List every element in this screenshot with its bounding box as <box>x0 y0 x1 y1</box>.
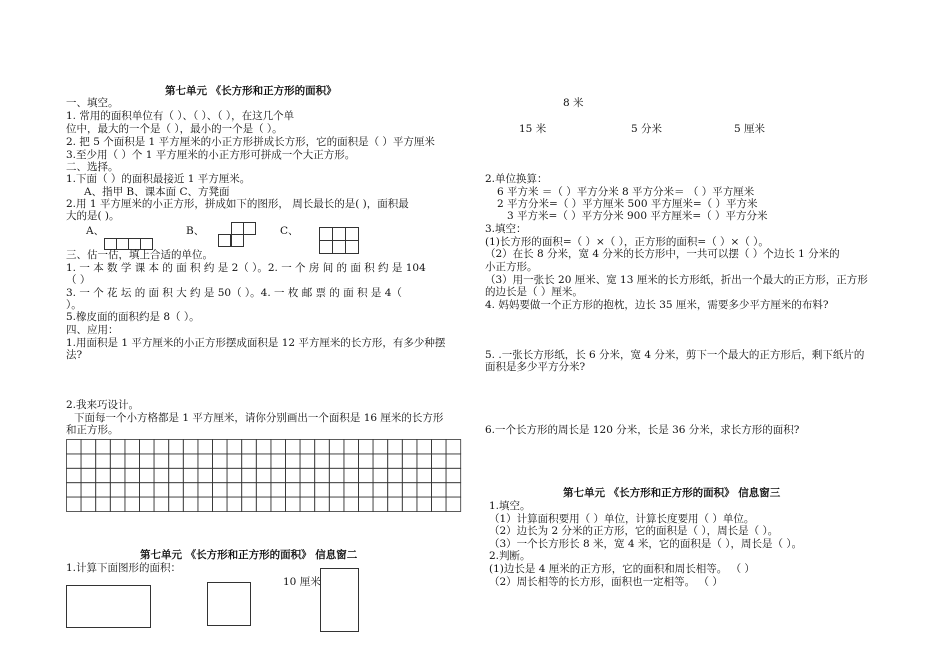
grid-cell[interactable] <box>183 440 198 454</box>
grid-cell[interactable] <box>198 483 213 497</box>
grid-cell[interactable] <box>417 454 432 468</box>
grid-cell[interactable] <box>67 483 82 497</box>
grid-cell[interactable] <box>373 440 388 454</box>
fill-q1-line1: 1. 常用的面积单位有（ ）、（ ）、（ ），在这几个单 <box>66 110 295 122</box>
option-a-label: A、 <box>86 225 105 237</box>
grid-cell[interactable] <box>227 483 242 497</box>
grid-cell[interactable] <box>154 497 169 511</box>
grid-cell[interactable] <box>169 468 184 482</box>
fill-q3: 3.至少用（ ）个 1 平方厘米的小正方形可拼成一个大正方形。 <box>66 149 356 161</box>
apply-q2: 2.我来巧设计。 <box>66 399 140 411</box>
grid-cell[interactable] <box>329 440 344 454</box>
grid-cell[interactable] <box>154 454 169 468</box>
grid-cell[interactable] <box>344 440 359 454</box>
option-b-label: B、 <box>186 225 205 237</box>
choice-q1: 1.下面（ ）的面积最接近 1 平方厘米。 <box>66 173 251 185</box>
fill-heading: 3.填空： <box>485 223 527 235</box>
choice-q1-options: A、指甲 B、课本面 C、方凳面 <box>84 186 230 198</box>
grid-cell[interactable] <box>213 483 228 497</box>
fill-q1-line2: 位中，最大的一个是（ ），最小的一个是（ ）。 <box>66 123 283 135</box>
grid-cell[interactable] <box>125 483 140 497</box>
grid-cell[interactable] <box>432 483 447 497</box>
grid-cell[interactable] <box>125 497 140 511</box>
grid-cell[interactable] <box>359 497 374 511</box>
grid-cell[interactable] <box>110 497 125 511</box>
grid-cell[interactable] <box>81 483 96 497</box>
grid-cell[interactable] <box>96 468 111 482</box>
choice-q2-line2: 大的是( )。 <box>66 210 120 222</box>
grid-cell[interactable] <box>388 454 403 468</box>
option-c-label: C、 <box>280 225 299 237</box>
estimate-q1: 1. 一 本 数 学 课 本 的 面 积 约 是 2（ ）。2. 一 个 房 间 的 面 积 约 是 104 <box>66 262 426 274</box>
apply-q2-line2: 和正方形。 <box>66 424 119 436</box>
grid-cell[interactable] <box>402 454 417 468</box>
grid-cell[interactable] <box>140 483 155 497</box>
shape-square <box>207 582 251 626</box>
section-2-heading: 二、选择。 <box>66 161 119 173</box>
label-10cm: 10 厘米 <box>283 576 321 588</box>
grid-cell[interactable] <box>110 468 125 482</box>
apply-q2-line1: 下面每一个小方格都是 1 平方厘米，请你分别画出一个面积是 16 厘米的长方形 <box>74 412 444 424</box>
grid-cell[interactable] <box>183 468 198 482</box>
grid-cell[interactable] <box>271 483 286 497</box>
grid-cell[interactable] <box>242 440 257 454</box>
grid-cell[interactable] <box>110 483 125 497</box>
grid-cell[interactable] <box>373 483 388 497</box>
grid-cell[interactable] <box>286 440 301 454</box>
window-2-title: 第七单元 《长方形和正方形的面积》 信息窗二 <box>140 549 358 561</box>
grid-cell[interactable] <box>286 497 301 511</box>
grid-cell[interactable] <box>286 468 301 482</box>
grid-cell[interactable] <box>213 454 228 468</box>
grid-cell[interactable] <box>154 468 169 482</box>
grid-cell[interactable] <box>140 454 155 468</box>
window-3-fill-3: （3）一个长方形长 8 米，宽 4 米，它的面积是（ ），周长是（ ）。 <box>489 538 803 550</box>
label-8m: 8 米 <box>563 97 584 109</box>
grid-cell[interactable] <box>67 497 82 511</box>
grid-cell[interactable] <box>359 454 374 468</box>
grid-cell[interactable] <box>125 468 140 482</box>
grid-cell[interactable] <box>300 454 315 468</box>
problem-4: 4. 妈妈要做一个正方形的抱枕，边长 35 厘米，需要多少平方厘米的布料? <box>485 299 829 311</box>
grid-cell[interactable] <box>300 483 315 497</box>
grid-cell[interactable] <box>213 497 228 511</box>
grid-cell[interactable] <box>242 483 257 497</box>
grid-cell[interactable] <box>329 483 344 497</box>
fill-q2: 2. 把 5 个面积是 1 平方厘米的小正方形拼成长方形，它的面积是（ ）平方厘米 <box>66 136 435 148</box>
judge-1: (1)边长是 4 厘米的正方形，它的面积和周长相等。 （ ） <box>489 563 755 575</box>
section-3-heading: 三、估一估，填上合适的单位。 <box>66 249 213 261</box>
grid-cell[interactable] <box>183 497 198 511</box>
estimate-q5: 5.橡皮面的面积约是 8（ ）。 <box>66 311 200 323</box>
grid-cell[interactable] <box>140 440 155 454</box>
design-grid[interactable] <box>66 439 464 513</box>
grid-cell[interactable] <box>183 483 198 497</box>
grid-cell[interactable] <box>169 483 184 497</box>
grid-cell[interactable] <box>227 454 242 468</box>
grid-cell[interactable] <box>81 497 96 511</box>
grid-cell[interactable] <box>432 497 447 511</box>
grid-cell[interactable] <box>359 483 374 497</box>
grid-cell[interactable] <box>300 497 315 511</box>
shape-rectangle <box>66 585 151 628</box>
grid-cell[interactable] <box>81 454 96 468</box>
grid-cell[interactable] <box>271 454 286 468</box>
grid-cell[interactable] <box>402 483 417 497</box>
grid-cell[interactable] <box>67 454 82 468</box>
grid-cell[interactable] <box>256 440 271 454</box>
grid-cell[interactable] <box>359 440 374 454</box>
grid-cell[interactable] <box>417 440 432 454</box>
judge-2: （2）周长相等的长方形，面积也一定相等。 （ ） <box>489 576 723 588</box>
grid-cell[interactable] <box>402 468 417 482</box>
estimate-q2-blank: （ ） <box>66 274 91 286</box>
estimate-q4-blank: ）。 <box>66 299 82 311</box>
grid-cell[interactable] <box>242 497 257 511</box>
problem-5-line1: 5. .一张长方形纸，长 6 分米，宽 4 分米，剪下一个最大的正方形后，剩下纸片的 <box>485 349 865 361</box>
grid-cell[interactable] <box>417 468 432 482</box>
option-c-figure <box>319 227 363 257</box>
unit-title: 第七单元 《长方形和正方形的面积》 <box>165 85 337 97</box>
grid-cell[interactable] <box>140 468 155 482</box>
grid-cell[interactable] <box>432 440 447 454</box>
unit-convert-1: 6 平方米 ＝（ ）平方分米 8 平方分米＝ （ ）平方厘米 <box>497 186 755 198</box>
grid-cell[interactable] <box>388 497 403 511</box>
grid-cell[interactable] <box>81 468 96 482</box>
window-3-fill-2: （2）边长为 2 分米的正方形，它的面积是（ ），周长是（ ）。 <box>489 525 779 537</box>
grid-cell[interactable] <box>242 454 257 468</box>
grid-cell[interactable] <box>373 497 388 511</box>
grid-cell[interactable] <box>329 454 344 468</box>
grid-cell[interactable] <box>198 440 213 454</box>
grid-cell[interactable] <box>256 468 271 482</box>
grid-cell[interactable] <box>432 468 447 482</box>
grid-cell[interactable] <box>154 483 169 497</box>
grid-cell[interactable] <box>446 454 461 468</box>
grid-cell[interactable] <box>96 440 111 454</box>
grid-cell[interactable] <box>256 454 271 468</box>
shape-tall-rectangle <box>320 568 359 632</box>
grid-cell[interactable] <box>198 497 213 511</box>
unit-convert-2: 2 平方分米=（ ）平方厘米 500 平方厘米=（ ）平方米 <box>497 198 758 210</box>
grid-cell[interactable] <box>198 454 213 468</box>
unit-convert-3: 3 平方米=（ ）平方分米 900 平方厘米=（ ）平方分米 <box>507 210 768 222</box>
grid-cell[interactable] <box>402 440 417 454</box>
grid-cell[interactable] <box>432 454 447 468</box>
grid-cell[interactable] <box>286 454 301 468</box>
choice-q2-line1: 2.用 1 平方厘米的小正方形，拼成如下的图形， 周长最长的是( )，面积最 <box>66 198 409 210</box>
grid-cell[interactable] <box>315 440 330 454</box>
grid-cell[interactable] <box>227 440 242 454</box>
unit-convert-heading: 2.单位换算： <box>485 173 548 185</box>
grid-cell[interactable] <box>300 440 315 454</box>
grid-cell[interactable] <box>417 497 432 511</box>
grid-cell[interactable] <box>227 497 242 511</box>
grid-cell[interactable] <box>344 483 359 497</box>
label-5dm: 5 分米 <box>631 123 663 135</box>
grid-cell[interactable] <box>140 497 155 511</box>
grid-cell[interactable] <box>213 468 228 482</box>
grid-cell[interactable] <box>271 497 286 511</box>
grid-cell[interactable] <box>169 440 184 454</box>
grid-cell[interactable] <box>96 483 111 497</box>
estimate-q3: 3. 一 个 花 坛 的 面 积 大 约 是 50（ ）。4. 一 枚 邮 票 的 面 积 是 4（ <box>66 287 402 299</box>
fill-2-line1: （2）在长 8 分米，宽 4 分米的长方形中，一共可以摆（ ）个边长 1 分米的 <box>485 248 840 260</box>
label-5cm: 5 厘米 <box>734 123 766 135</box>
fill-2-line2: 小正方形。 <box>485 261 538 273</box>
grid-cell[interactable] <box>388 483 403 497</box>
grid-cell[interactable] <box>329 468 344 482</box>
grid-cell[interactable] <box>81 440 96 454</box>
window-3-judge-heading: 2.判断。 <box>489 550 531 562</box>
window-3-title: 第七单元 《长方形和正方形的面积》 信息窗三 <box>563 487 781 499</box>
grid-cell[interactable] <box>227 468 242 482</box>
grid-cell[interactable] <box>446 468 461 482</box>
fill-3-line2: 的边长是（ ）厘米。 <box>485 286 583 298</box>
grid-cell[interactable] <box>169 497 184 511</box>
grid-cell[interactable] <box>446 483 461 497</box>
grid-cell[interactable] <box>446 440 461 454</box>
grid-cell[interactable] <box>402 497 417 511</box>
section-1-heading: 一、填空。 <box>66 97 119 109</box>
grid-cell[interactable] <box>271 440 286 454</box>
grid-cell[interactable] <box>344 497 359 511</box>
grid-cell[interactable] <box>256 497 271 511</box>
section-4-heading: 四、应用： <box>66 324 119 336</box>
problem-5-line2: 面积是多少平方分米? <box>485 361 586 373</box>
grid-cell[interactable] <box>344 454 359 468</box>
grid-cell[interactable] <box>183 454 198 468</box>
apply-q1-line1: 1.用面积是 1 平方厘米的小正方形摆成面积是 12 平方厘米的长方形，有多少种摆 <box>66 337 446 349</box>
grid-cell[interactable] <box>286 483 301 497</box>
grid-cell[interactable] <box>300 468 315 482</box>
grid-cell[interactable] <box>417 483 432 497</box>
grid-cell[interactable] <box>213 440 228 454</box>
window-2-q1: 1.计算下面图形的面积： <box>66 562 182 574</box>
grid-cell[interactable] <box>198 468 213 482</box>
grid-cell[interactable] <box>344 468 359 482</box>
option-b-figure <box>218 222 258 250</box>
grid-cell[interactable] <box>67 468 82 482</box>
window-3-fill-1: （1）计算面积要用（ ）单位，计算长度要用（ ）单位。 <box>489 513 755 525</box>
grid-cell[interactable] <box>373 454 388 468</box>
grid-cell[interactable] <box>256 483 271 497</box>
problem-6: 6.一个长方形的周长是 120 分米，长是 36 分米，求长方形的面积? <box>485 424 800 436</box>
grid-cell[interactable] <box>388 440 403 454</box>
window-3-fill-heading: 1.填空。 <box>489 500 531 512</box>
grid-cell[interactable] <box>271 468 286 482</box>
label-15m: 15 米 <box>519 123 547 135</box>
fill-3-line1: （3）用一张长 20 厘米、宽 13 厘米的长方形纸，折出一个最大的正方形，正方形 <box>485 274 868 286</box>
grid-cell[interactable] <box>315 483 330 497</box>
grid-cell[interactable] <box>110 440 125 454</box>
grid-cell[interactable] <box>242 468 257 482</box>
option-a-figure <box>104 236 156 250</box>
grid-cell[interactable] <box>154 440 169 454</box>
grid-cell[interactable] <box>329 497 344 511</box>
grid-cell[interactable] <box>388 468 403 482</box>
fill-1: (1)长方形的面积=（ ）×（ ），正方形的面积=（ ）×（ ）。 <box>485 236 769 248</box>
grid-cell[interactable] <box>110 454 125 468</box>
grid-cell[interactable] <box>96 497 111 511</box>
grid-cell[interactable] <box>96 454 111 468</box>
grid-cell[interactable] <box>446 497 461 511</box>
apply-q1-line2: 法? <box>66 349 83 361</box>
grid-cell[interactable] <box>67 440 82 454</box>
grid-cell[interactable] <box>315 454 330 468</box>
grid-cell[interactable] <box>315 497 330 511</box>
grid-cell[interactable] <box>125 454 140 468</box>
grid-cell[interactable] <box>373 468 388 482</box>
grid-cell[interactable] <box>315 468 330 482</box>
grid-cell[interactable] <box>125 440 140 454</box>
grid-cell[interactable] <box>359 468 374 482</box>
grid-cell[interactable] <box>169 454 184 468</box>
